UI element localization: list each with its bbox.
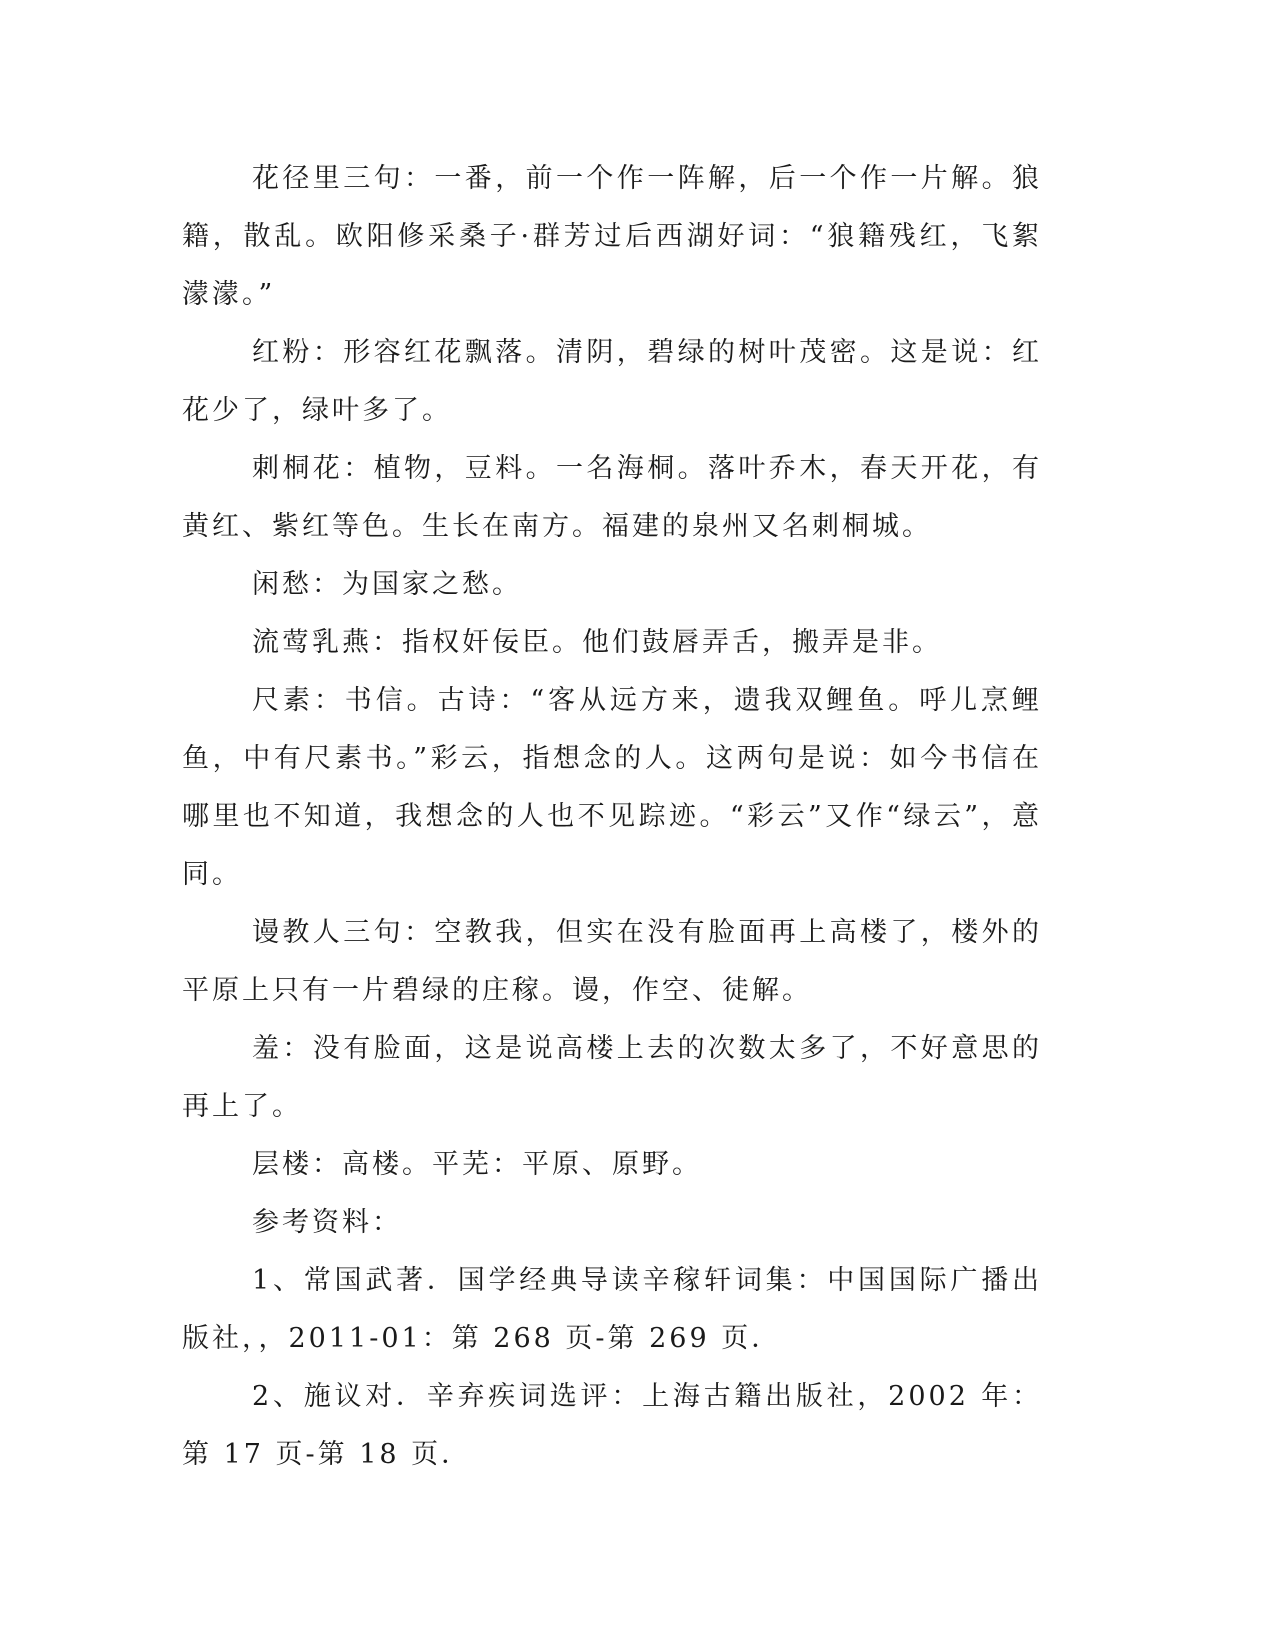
- note-chisu: 尺素：书信。古诗：“客从远方来，遗我双鲤鱼。呼儿烹鲤鱼，中有尺素书。”彩云，指想念的人。这两句是说：如今书信在哪里也不知道，我想念的人也不见踪迹。“彩云”又作“绿云”，意同。: [182, 685, 1042, 890]
- note-liuying-ruyan: 流莺乳燕：指权奸佞臣。他们鼓唇弄舌，搬弄是非。: [252, 627, 942, 658]
- references-heading: 参考资料：: [252, 1207, 402, 1238]
- note-xiu: 羞：没有脸面，这是说高楼上去的次数太多了，不好意思的再上了。: [182, 1033, 1042, 1122]
- document-body: [182, 150, 1042, 1484]
- note-xianchou: 闲愁：为国家之愁。: [252, 569, 522, 600]
- note-huajingli: 花径里三句：一番，前一个作一阵解，后一个作一片解。狼籍，散乱。欧阳修采桑子·群芳过后西湖好词：“狼籍残红，飞絮濛濛。”: [182, 163, 1042, 310]
- reference-item-2: 2、施议对．辛弃疾词选评：上海古籍出版社，2002 年：第 17 页-第 18 页．: [182, 1381, 1042, 1470]
- reference-item-1: 1、常国武著．国学经典导读辛稼轩词集：中国国际广播出版社，，2011-01：第 268 页-第 269 页．: [182, 1265, 1042, 1354]
- note-citonghua: 刺桐花：植物，豆料。一名海桐。落叶乔木，春天开花，有黄红、紫红等色。生长在南方。福建的泉州又名刺桐城。: [182, 453, 1042, 542]
- note-manjiaoren: 谩教人三句：空教我，但实在没有脸面再上高楼了，楼外的平原上只有一片碧绿的庄稼。谩，作空、徒解。: [182, 917, 1042, 1006]
- note-cenglou: 层楼：高楼。平芜：平原、原野。: [252, 1149, 702, 1180]
- note-hongfen: 红粉：形容红花飘落。清阴，碧绿的树叶茂密。这是说：红花少了，绿叶多了。: [182, 337, 1042, 426]
